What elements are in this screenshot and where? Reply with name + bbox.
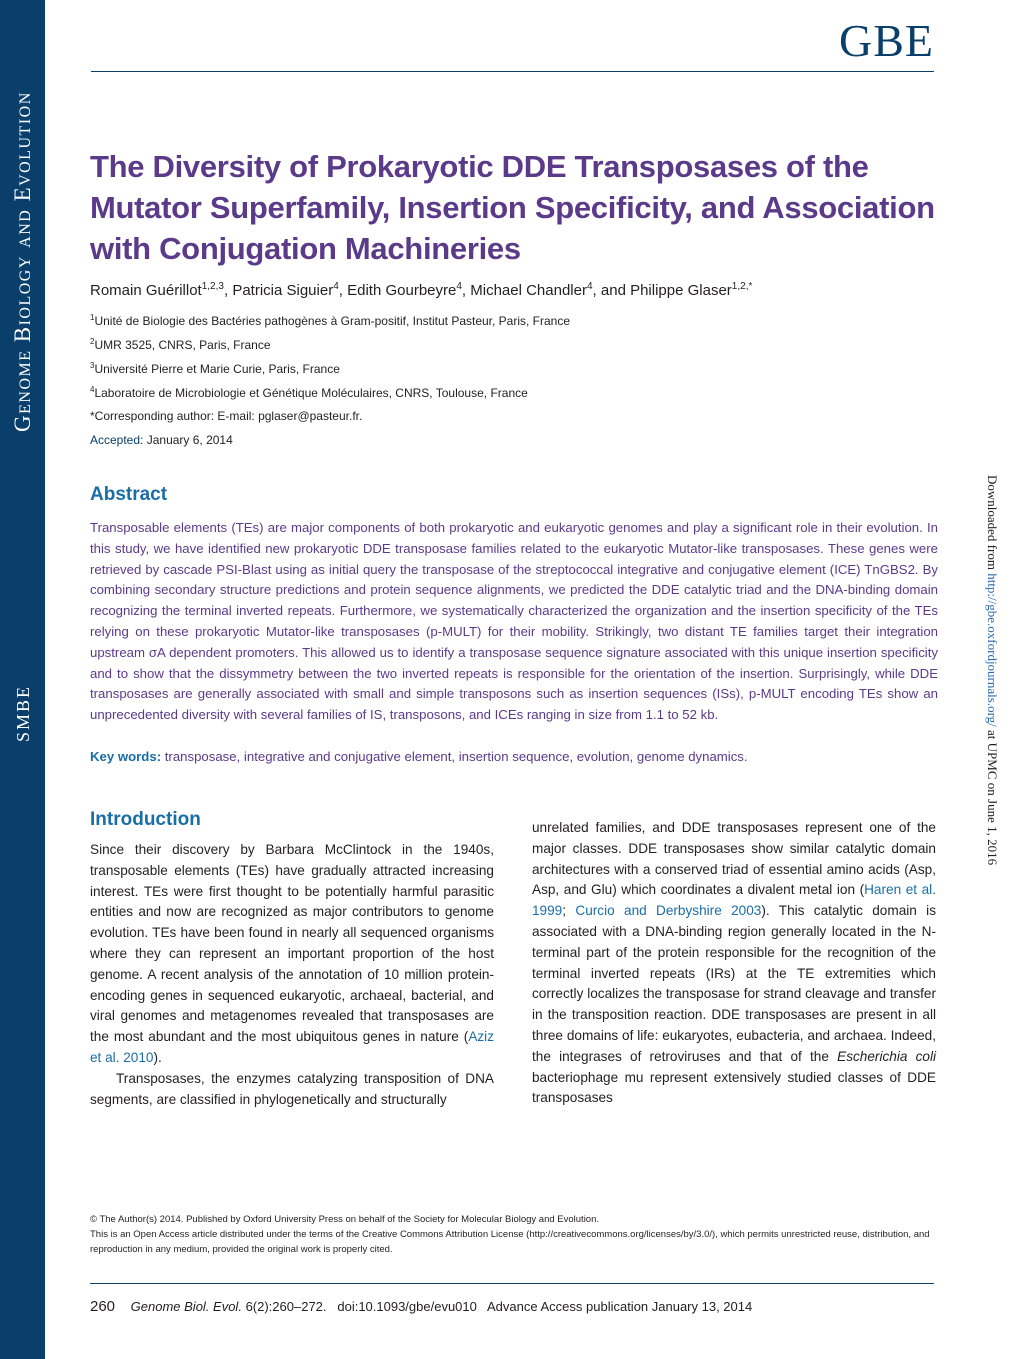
introduction-heading: Introduction	[90, 809, 201, 830]
keywords	[90, 749, 748, 764]
citation-link[interactable]: Aziz et al. 2010	[90, 1029, 494, 1065]
author-name: Philippe Glaser	[630, 282, 732, 299]
page-number: 260	[90, 1298, 116, 1315]
accepted-date	[90, 433, 233, 447]
abstract-heading: Abstract	[90, 484, 168, 505]
download-note-suffix: at UPMC on June 1, 2016	[985, 726, 1000, 866]
author-name: Patricia Siguier	[232, 282, 334, 299]
sidebar-journal-name: Genome Biology and Evolution	[10, 91, 35, 432]
abstract-text: Transposable elements (TEs) are major components of both prokaryotic and eukaryotic genomes and play a significant role in their evolution. In this study, we have identified new prokaryotic DDE transposase families related to the eukaryotic Mutator-like transposases. These genes were retrieved by cascade PSI-Blast using as initial query the transposase of the streptococcal integrative and conjugative element (ICE) TnGBS2. By combining secondary structure predictions and protein sequence alignments, we predicted the DDE catalytic triad and the DNA-binding domain recognizing the terminal inverted repeats. Furthermore, we systematically characterized the organization and the insertion specificity of the TEs relying on these prokaryotic Mutator-like transposases (p-MULT) for their mobility. Strikingly, two distant TE families target their integration upstream σA dependent promoters. This allowed us to identify a transposase sequence signature associated with this unique insertion specificity and to show that the dissymmetry between the two inverted repeats is responsible for the orientation of the insertion. Surprisingly, while DDE transposases are generally associated with small and simple transposons such as insertion sequences (ISs), p-MULT encoding TEs show an unprecedented diversity with several families of IS, transposons, and ICEs ranging in size from 1.1 to 52 kb.	[90, 520, 938, 723]
journal-abbrev: Genome Biol. Evol.	[130, 1299, 242, 1314]
header-divider	[91, 71, 934, 72]
author-name: Romain Guérillot	[90, 282, 202, 299]
sidebar-society: SMBE	[13, 684, 33, 742]
keywords-list: transposase, integrative and conjugative element, insertion sequence, evolution, genome dynamics.	[164, 749, 748, 764]
page-footer	[90, 1298, 752, 1315]
citation-link[interactable]: Curcio and Derbyshire 2003	[575, 903, 762, 919]
license-footnote	[90, 1212, 950, 1257]
copyright-line: © The Author(s) 2014. Published by Oxford University Press on behalf of the Society for Molecular Biology and Evolution.	[90, 1214, 600, 1225]
author-name: Michael Chandler	[470, 282, 587, 299]
article-title: The Diversity of Prokaryotic DDE Transposases of the Mutator Superfamily, Insertion Specificity, and Association with Conjugation Machineries	[90, 149, 935, 266]
author-affil-sup: 1,2,*	[731, 281, 753, 292]
intro-paragraph-3: unrelated families, and DDE transposases represent one of the major classes. DDE transposases show similar catalytic domain architectures with a conserved triad of essential amino acids (Asp, Asp, and Glu) which coordinates a divalent metal ion (Haren et al. 1999; Curcio and Derbyshire 2003). This catalytic domain is associated with a DNA-binding region generally located in the N-terminal part of the protein responsible for the recognition of the terminal inverted repeats (IRs) at the TE extremities which correctly localizes the transposase for strand cleavage and transfer in the transposition reaction. DDE transposases are present in all three domains of life: eukaryotes, eubacteria, and archaea. Indeed, the integrases of retroviruses and that of the Escherichia coli bacteriophage mu represent extensively studied classes of DDE transposases	[532, 820, 937, 1106]
advance-access: Advance Access publication January 13, 2014	[487, 1299, 753, 1314]
author-affil-sup: 4	[586, 281, 593, 292]
author-affil-sup: 1,2,3	[201, 281, 224, 292]
affiliation: $^3$Université Pierre et Marie Curie, Paris, France	[90, 361, 340, 376]
affiliation: $^2$UMR 3525, CNRS, Paris, France	[90, 337, 271, 352]
doi: doi:10.1093/gbe/evu010	[337, 1299, 477, 1314]
download-note-prefix: Downloaded from	[985, 475, 1000, 574]
intro-paragraph-2: Transposases, the enzymes catalyzing transposition of DNA segments, are classified in phylogenetically and structurally	[90, 1070, 494, 1107]
author-affil-sup: 4	[333, 281, 339, 292]
right-column	[532, 818, 936, 1109]
footer-divider	[90, 1283, 934, 1284]
affiliation: *Corresponding author: E-mail: pglaser@pasteur.fr.	[90, 409, 363, 423]
affiliation: $^4$Laboratoire de Microbiologie et Génétique Moléculaires, CNRS, Toulouse, France	[90, 385, 528, 400]
citation: 6(2):260–272.	[245, 1299, 327, 1314]
citation-link[interactable]: Haren et al. 1999	[532, 882, 936, 919]
journal-sidebar	[0, 0, 45, 1359]
download-note	[984, 475, 1000, 865]
license-line: This is an Open Access article distributed under the terms of the Creative Commons Attribution License (http://creativecommons.org/licenses/by/3.0/), which permits unrestricted reuse, distribution, and reproduction in any medium, provided the original work is properly cited.	[90, 1229, 930, 1255]
keywords-label: Key words:	[90, 749, 162, 764]
author-name: Edith Gourbeyre	[347, 282, 457, 299]
left-column	[90, 840, 494, 1110]
author-affil-sup: 4	[456, 281, 462, 292]
download-note-link[interactable]: http://gbe.oxfordjournals.org/	[985, 573, 1000, 727]
intro-paragraph-1: Since their discovery by Barbara McClintock in the 1940s, transposable elements (TEs) have gradually attracted increasing interest. TEs were first thought to be potentially harmful parasitic entities and now are recognized as major contributors to genome evolution. TEs have been found in nearly all sequenced organisms where they can represent an important proportion of the host genome. A recent analysis of the annotation of 10 million protein-encoding genes in sequenced eukaryotic, archaeal, bacterial, and viral genomes and metagenomes revealed that transposases are the most abundant and the most ubiquitous genes in nature (Aziz et al. 2010).	[90, 842, 494, 1065]
accepted-label: Accepted:	[90, 433, 144, 447]
journal-logo: GBE	[839, 15, 934, 66]
affiliation: $^1$Unité de Biologie des Bactéries pathogènes à Gram-positif, Institut Pasteur, Paris, France	[90, 313, 571, 328]
accepted-value: January 6, 2014	[146, 433, 233, 447]
author-list: Romain Guérillot$^{1,2,3}$, Patricia Siguier$^4$, Edith Gourbeyre$^4$, Michael Chandler$^4$, and Philippe Glaser$^{1,2,*}$	[90, 281, 753, 299]
